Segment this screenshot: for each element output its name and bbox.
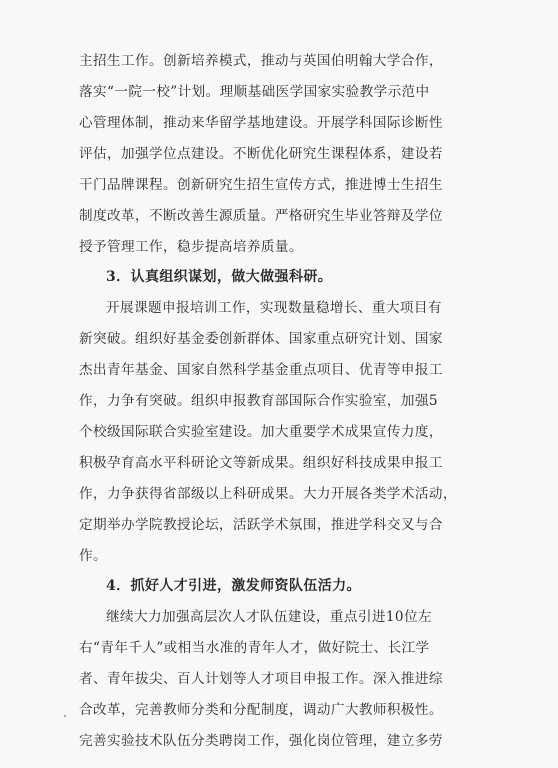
body-line-8: 开展课题申报培训工作，实现数量稳增长、重大项目有 bbox=[106, 300, 442, 316]
body-line-9: 新突破。组织好基金委创新群体、国家重点研究计划、国家 bbox=[79, 331, 443, 347]
body-line-10: 杰出青年基金、国家自然科学基金重点项目、优青等申报工 bbox=[79, 362, 443, 378]
body-line-1: 主招生工作。创新培养模式，推动与英国伯明翰大学合作， bbox=[79, 53, 443, 69]
section-heading-4: 4．抓好人才引进，激发师资队伍活力。 bbox=[106, 578, 361, 594]
body-line-20: 合改革，完善教师分类和分配制度，调动广大教师积极性。 bbox=[79, 702, 443, 718]
body-line-4: 评估，加强学位点建设。不断优化研究生课程体系，建设若 bbox=[79, 146, 443, 162]
body-line-14: 作，力争获得省部级以上科研成果。大力开展各类学术活动， bbox=[79, 486, 457, 502]
body-line-5: 干门品牌课程。创新研究生招生宣传方式，推进博士生招生 bbox=[79, 177, 443, 193]
body-line-6: 制度改革，不断改善生源质量。严格研究生毕业答辩及学位 bbox=[79, 208, 443, 224]
body-line-3: 心管理体制，推动来华留学基地建设。开展学科国际诊断性 bbox=[79, 115, 443, 131]
body-line-19: 者、青年拔尖、百人计划等人才项目申报工作。深入推进综 bbox=[79, 671, 443, 687]
body-line-11: 作，力争有突破。组织申报教育部国际合作实验室，加强5 bbox=[79, 393, 438, 409]
body-line-16: 作。 bbox=[79, 548, 107, 564]
body-line-12: 个校级国际联合实验室建设。加大重要学术成果宣传力度， bbox=[79, 424, 443, 440]
body-line-17: 继续大力加强高层次人才队伍建设，重点引进10位左 bbox=[106, 609, 432, 625]
body-line-2: 落实“一院一校”计划。理顺基础医学国家实验教学示范中 bbox=[79, 84, 430, 100]
scan-speck bbox=[64, 715, 66, 717]
body-line-15: 定期举办学院教授论坛，活跃学术氛围，推进学科交叉与合 bbox=[79, 517, 443, 533]
body-line-13: 积极孕育高水平科研论文等新成果。组织好科技成果申报工 bbox=[79, 455, 443, 471]
body-line-18: 右“青年千人”或相当水准的青年人才，做好院士、长江学 bbox=[79, 640, 430, 656]
body-line-7: 授予管理工作，稳步提高培养质量。 bbox=[79, 239, 303, 255]
section-heading-3: 3．认真组织谋划，做大做强科研。 bbox=[106, 269, 333, 285]
body-line-21: 完善实验技术队伍分类聘岗工作，强化岗位管理，建立多劳 bbox=[79, 733, 443, 749]
